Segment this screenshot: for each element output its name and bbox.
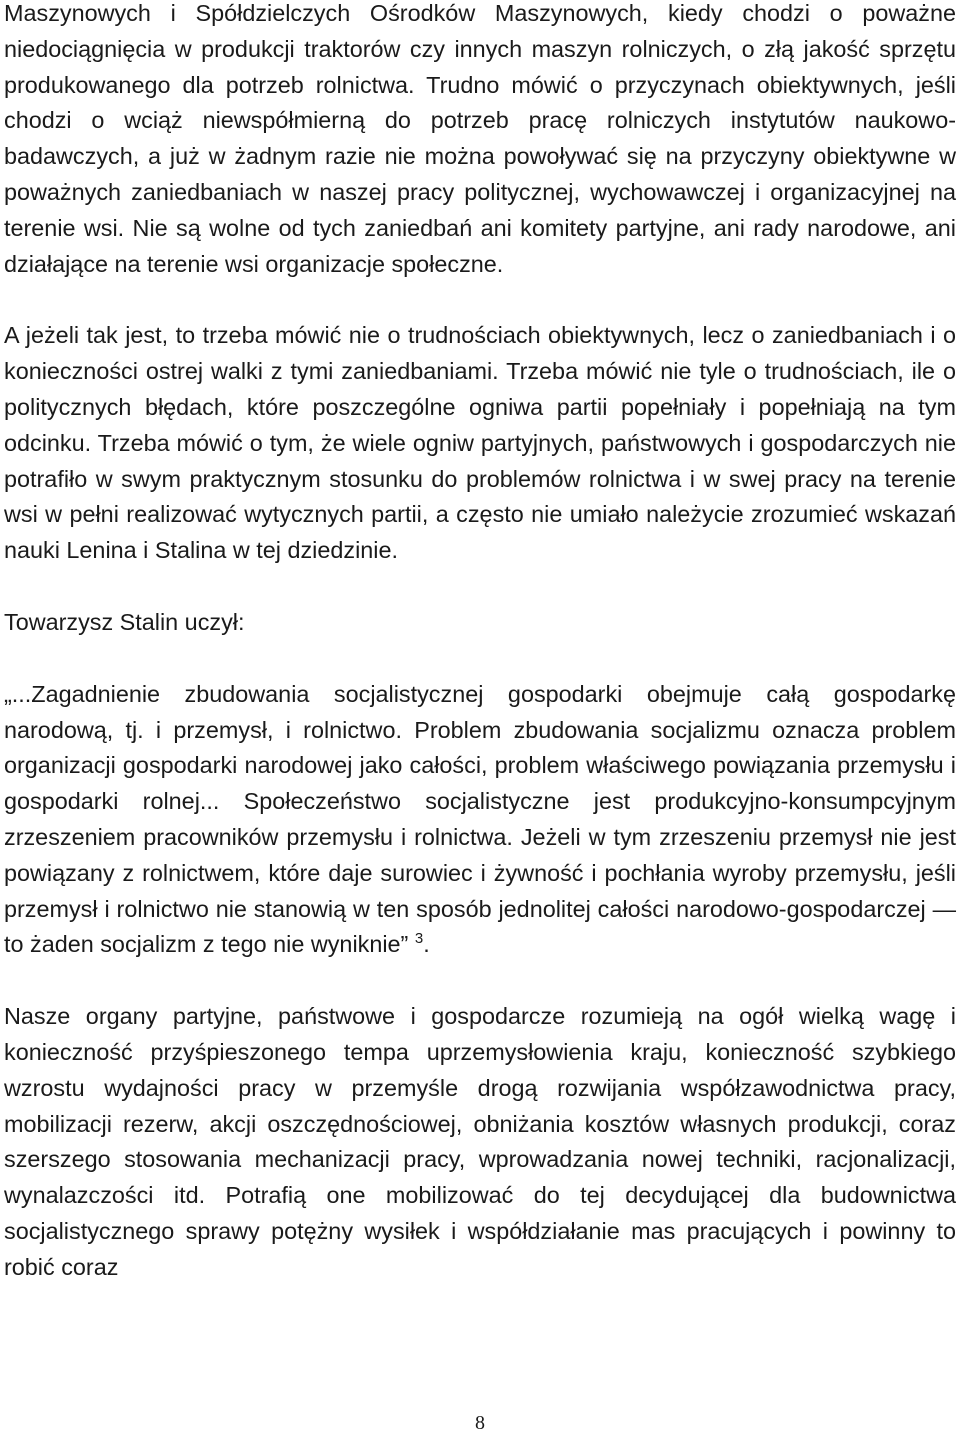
paragraph-gap <box>4 963 956 999</box>
quote-text: „...Zagadnienie zbudowania socjalistycznej gospodarki obejmuje całą gospodarkę narodową, tj. i przemysł, i rolnictwo. Problem zbudowania socjalizmu oznacza problem organizacji gospodarki narodowej jako całości, problem właściwego powiązania przemysłu i gospodarki rolnej... Społeczeństwo socjalistyczne jest produkcyjno-konsumpcyjnym zrzeszeniem pracowników przemysłu i rolnictwa. Jeżeli w tym zrzeszeniu przemysł nie jest powiązany z rolnictwem, które daje surowiec i żywność i pochłania wyroby przemysłu, jeśli przemysł i rolnictwo nie stanowią w ten sposób jednolitej całości narodowo-gospodarczej — to żaden socjalizm z tego nie wyniknie” <box>4 680 956 958</box>
paragraph-gap <box>4 569 956 605</box>
stalin-quote <box>4 677 956 963</box>
page-number: 8 <box>475 1412 485 1434</box>
paragraph-objective-difficulties: A jeżeli tak jest, to trzeba mówić nie o trudnościach obiektywnych, lecz o zaniedbaniach i o konieczności ostrej walki z tymi zaniedbaniami. Trzeba mówić nie tyle o trudnościach, ile o politycznych błędach, które poszczególne ogniwa partii popełniały i popełniają na tym odcinku. Trzeba mówić o tym, że wiele ogniw partyjnych, państwowych i gospodarczych nie potrafiło w swym praktycznym stosunku do problemów rolnictwa i w swej pracy na terenie wsi w pełni realizować wytycznych partii, a często nie umiało należycie zrozumieć wskazań nauki Lenina i Stalina w tej dziedzinie. <box>4 322 956 564</box>
paragraph-party-organs: Nasze organy partyjne, państwowe i gospodarcze rozumieją na ogół wielką wagę i konieczność przyśpieszonego tempa uprzemysłowienia kraju, konieczność szybkiego wzrostu wydajności pracy w przemyśle drogą rozwijania współzawodnictwa pracy, mobilizacji rezerw, akcji oszczędnościowej, obniżania kosztów własnych produkcji, coraz szerszego stosowania mechanizacji pracy, wprowadzania nowej techniki, racjonalizacji, wynalazczości itd. Potrafią one mobilizować do tej decydującej dla budownictwa socjalistycznego sprawy potężny wysiłek i współdziałanie mas pracujących i powinny to robić coraz <box>4 1003 956 1280</box>
stalin-taught-heading: Towarzysz Stalin uczył: <box>4 608 245 635</box>
quote-end-period: . <box>423 931 430 958</box>
paragraph-machinery-neglect: Maszynowych i Spółdzielczych Ośrodków Maszynowych, kiedy chodzi o poważne niedociągnięcia w produkcji traktorów czy innych maszyn rolniczych, o złą jakość sprzętu produkowanego dla potrzeb rolnictwa. Trudno mówić o przyczynach obiektywnych, jeśli chodzi o wciąż niewspółmierną do potrzeb pracę rolniczych instytutów naukowo-badawczych, a już w żadnym razie nie można powoływać się na przyczyny obiektywne w poważnych zaniedbaniach w naszej pracy politycznej, wychowawczej i organizacyjnej na terenie wsi. Nie są wolne od tych zaniedbań ani komitety partyjne, ani rady narodowe, ani działające na terenie wsi organizacje społeczne. <box>4 0 956 277</box>
footnote-marker: 3 <box>414 930 424 948</box>
paragraph-gap <box>4 282 956 318</box>
paragraph-gap <box>4 641 956 677</box>
